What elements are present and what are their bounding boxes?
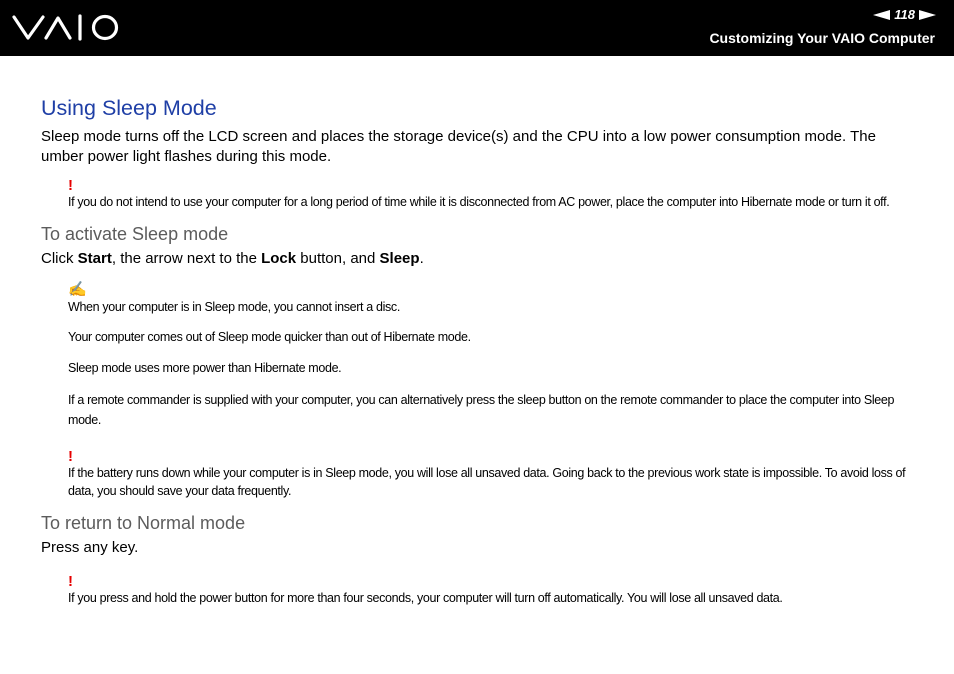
page-navigation bbox=[873, 7, 936, 22]
warning-note-1 bbox=[68, 179, 916, 211]
activate-heading: To activate Sleep mode bbox=[41, 224, 229, 244]
tips-note bbox=[68, 282, 916, 430]
warning-text-1: If you do not intend to use your computer for a long period of time while it is disconnected from AC power, place the computer into Hibernate mode or turn it off. bbox=[68, 195, 890, 209]
warning-text-2: If the battery runs down while your computer is in Sleep mode, you will lose all unsaved data. Going back to the previous work state is impossible. To avoid loss of data, you should save your data frequently. bbox=[68, 466, 906, 498]
warning-icon: ! bbox=[68, 448, 73, 465]
vaio-logo bbox=[12, 13, 120, 48]
warning-note-3 bbox=[68, 575, 916, 607]
warning-icon: ! bbox=[68, 573, 73, 590]
next-page-arrow-icon[interactable] bbox=[919, 10, 936, 20]
section-title: Customizing Your VAIO Computer bbox=[709, 30, 935, 46]
warning-icon: ! bbox=[68, 177, 73, 194]
return-instruction: Press any key. bbox=[41, 539, 139, 556]
note-item: If a remote commander is supplied with your computer, you can alternatively press the sleep button on the remote commander to place the computer into Sleep mode. bbox=[68, 393, 895, 427]
intro-paragraph: Sleep mode turns off the LCD screen and places the storage device(s) and the CPU into a low power consumption mode. The umber power light flashes during this mode. bbox=[41, 128, 876, 165]
previous-page-arrow-icon[interactable] bbox=[873, 10, 890, 20]
note-item: Sleep mode uses more power than Hibernate mode. bbox=[68, 361, 342, 375]
warning-text-3: If you press and hold the power button for more than four seconds, your computer will turn off automatically. You will lose all unsaved data. bbox=[68, 591, 783, 605]
start-label: Start bbox=[77, 250, 112, 267]
note-pen-icon: ✍ bbox=[68, 281, 87, 298]
page-content bbox=[41, 94, 916, 607]
sleep-label: Sleep bbox=[379, 250, 420, 267]
note-item: Your computer comes out of Sleep mode quicker than out of Hibernate mode. bbox=[68, 330, 471, 344]
lock-label: Lock bbox=[261, 250, 297, 267]
page-header bbox=[0, 0, 954, 56]
page-title: Using Sleep Mode bbox=[41, 96, 217, 120]
page-number: 118 bbox=[894, 7, 915, 22]
note-item: When your computer is in Sleep mode, you cannot insert a disc. bbox=[68, 300, 400, 314]
return-heading: To return to Normal mode bbox=[41, 513, 246, 533]
warning-note-2 bbox=[68, 450, 916, 500]
activate-instruction: Click Start, the arrow next to the Lock button, and Sleep. bbox=[41, 250, 424, 267]
